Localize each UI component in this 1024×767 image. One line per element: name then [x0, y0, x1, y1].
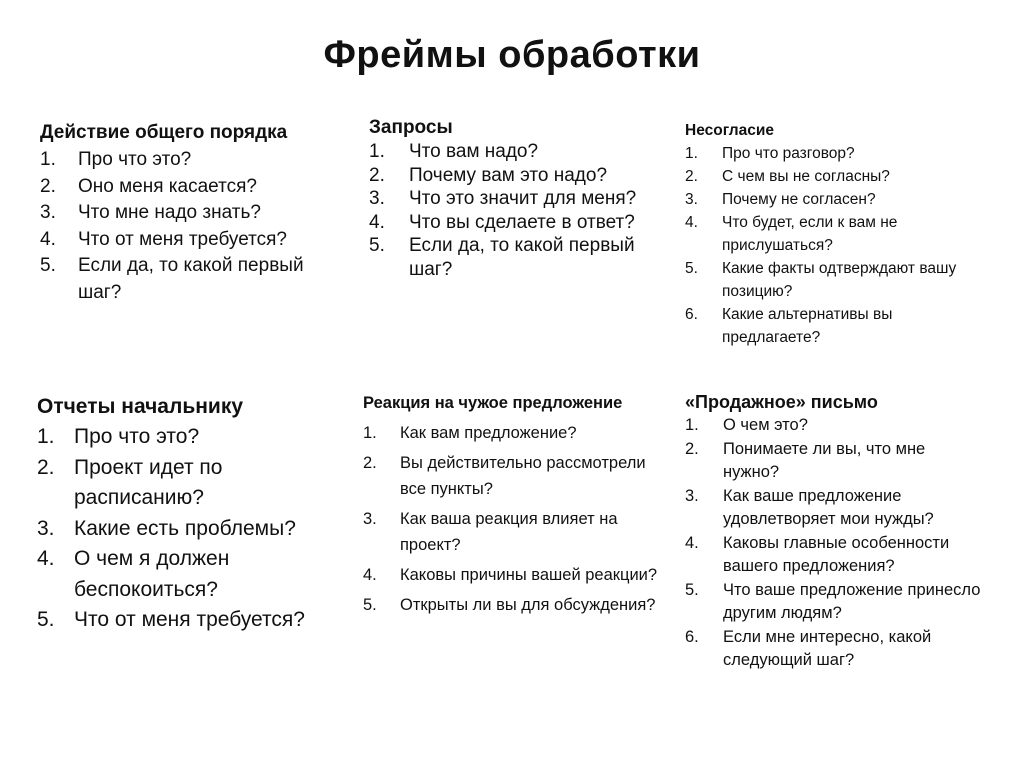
list-item	[369, 234, 654, 281]
item-number: 1.	[685, 416, 699, 434]
list-item	[685, 257, 985, 303]
list-item	[40, 174, 340, 201]
question-list	[40, 147, 340, 306]
list-item	[369, 140, 654, 164]
item-text: Оно меня касается?	[78, 175, 257, 197]
list-item	[37, 514, 347, 545]
item-text: Что от меня требуется?	[78, 228, 287, 250]
item-number: 2.	[37, 455, 55, 479]
block-heading: Реакция на чужое предложение	[363, 394, 623, 412]
list-item	[685, 303, 985, 349]
item-number: 4.	[363, 566, 377, 584]
item-number: 5.	[685, 260, 698, 277]
item-number: 5.	[37, 608, 55, 631]
item-text: Про что это?	[74, 425, 200, 448]
item-text: Проект идет по расписанию?	[74, 455, 223, 509]
frame-block-requests	[369, 116, 654, 281]
list-item	[40, 253, 340, 306]
list-item	[363, 506, 663, 558]
item-text: Что от меня требуется?	[74, 608, 305, 631]
item-number: 1.	[369, 141, 385, 162]
item-text: Как ваше предложение удовлетворяет мои нужды?	[723, 486, 934, 528]
list-item	[685, 142, 985, 165]
frame-block-reaction-to-proposal	[363, 390, 663, 618]
item-number: 3.	[369, 188, 385, 209]
list-item	[37, 453, 347, 514]
list-item	[685, 485, 985, 532]
item-text: Какие факты одтверждают вашу позицию?	[722, 260, 957, 300]
item-text: Какие альтернативы вы предлагаете?	[722, 306, 893, 346]
item-text: Каковы главные особенности вашего предложения?	[723, 533, 950, 575]
item-text: Что мне надо знать?	[78, 202, 261, 223]
item-number: 3.	[685, 191, 698, 208]
list-item	[40, 147, 340, 174]
list-item	[363, 592, 663, 618]
item-text: Как вам предложение?	[400, 424, 577, 442]
item-number: 1.	[37, 425, 55, 448]
item-number: 4.	[685, 533, 699, 552]
question-list	[363, 420, 663, 618]
item-number: 1.	[40, 149, 56, 170]
item-text: О чем я должен беспокоиться?	[74, 547, 230, 601]
frame-block-disagreement	[685, 120, 985, 349]
list-item	[363, 562, 663, 588]
question-list	[37, 422, 347, 636]
list-item	[685, 165, 985, 188]
list-item	[685, 532, 985, 579]
question-list	[685, 414, 985, 673]
item-number: 6.	[685, 627, 699, 646]
list-item	[685, 414, 985, 438]
item-number: 5.	[40, 255, 56, 276]
item-number: 2.	[363, 454, 377, 472]
list-item	[685, 579, 985, 626]
item-text: Про что это?	[78, 149, 192, 170]
item-number: 2.	[40, 175, 56, 197]
list-item	[37, 422, 347, 453]
list-item	[40, 200, 340, 227]
item-text: Почему вам это надо?	[409, 164, 608, 186]
item-text: Каковы причины вашей реакции?	[400, 566, 658, 584]
item-number: 6.	[685, 306, 698, 323]
item-number: 1.	[363, 424, 377, 442]
item-text: Что вы сделаете в ответ?	[409, 211, 635, 233]
item-text: О чем это?	[723, 416, 808, 434]
list-item	[37, 544, 347, 605]
item-number: 3.	[685, 486, 699, 505]
frame-block-general-action	[40, 119, 340, 306]
list-item	[369, 187, 654, 211]
block-heading: Несогласие	[685, 122, 775, 139]
item-number: 5.	[363, 596, 377, 614]
item-text: Что будет, если к вам не прислушаться?	[722, 214, 898, 254]
item-number: 3.	[363, 510, 377, 528]
list-item	[40, 227, 340, 254]
item-text: Если да, то какой первый шаг?	[409, 235, 635, 280]
list-item	[369, 211, 654, 235]
item-text: Какие есть проблемы?	[74, 516, 296, 540]
block-heading: «Продажное» письмо	[685, 392, 878, 412]
item-number: 4.	[40, 228, 56, 250]
item-text: Что это значит для меня?	[409, 188, 637, 209]
list-item	[685, 438, 985, 485]
item-number: 5.	[369, 235, 385, 256]
frame-block-reports-to-boss	[37, 392, 347, 636]
item-number: 4.	[369, 211, 385, 233]
item-number: 4.	[685, 214, 698, 231]
block-heading: Действие общего порядка	[40, 122, 288, 143]
block-heading: Запросы	[369, 117, 453, 138]
list-item	[685, 211, 985, 257]
item-text: Открыты ли вы для обсуждения?	[400, 596, 656, 614]
block-heading: Отчеты начальнику	[37, 395, 244, 418]
item-text: Если мне интересно, какой следующий шаг?	[723, 627, 932, 669]
item-text: Что вам надо?	[409, 141, 539, 162]
item-number: 4.	[37, 547, 55, 570]
item-number: 3.	[40, 202, 56, 223]
question-list	[369, 140, 654, 281]
item-number: 2.	[369, 164, 385, 186]
list-item	[369, 164, 654, 188]
list-item	[363, 450, 663, 502]
item-number: 1.	[685, 145, 698, 162]
question-list	[685, 142, 985, 349]
item-text: Если да, то какой первый шаг?	[78, 255, 304, 303]
list-item	[685, 626, 985, 673]
list-item	[37, 605, 347, 636]
item-text: Понимаете ли вы, что мне нужно?	[723, 439, 926, 481]
item-number: 5.	[685, 580, 699, 599]
item-text: Как ваша реакция влияет на проект?	[400, 510, 618, 554]
item-number: 2.	[685, 168, 698, 185]
list-item	[685, 188, 985, 211]
item-number: 3.	[37, 516, 55, 540]
item-text: Вы действительно рассмотрели все пункты?	[400, 454, 646, 498]
frame-block-sales-letter	[685, 390, 985, 673]
item-text: Про что разговор?	[722, 145, 855, 162]
item-text: С чем вы не согласны?	[722, 168, 890, 185]
list-item	[363, 420, 663, 446]
item-text: Почему не согласен?	[722, 191, 876, 208]
item-number: 2.	[685, 439, 699, 458]
page-title: Фреймы обработки	[323, 34, 701, 76]
item-text: Что ваше предложение принесло другим людям?	[723, 580, 981, 622]
